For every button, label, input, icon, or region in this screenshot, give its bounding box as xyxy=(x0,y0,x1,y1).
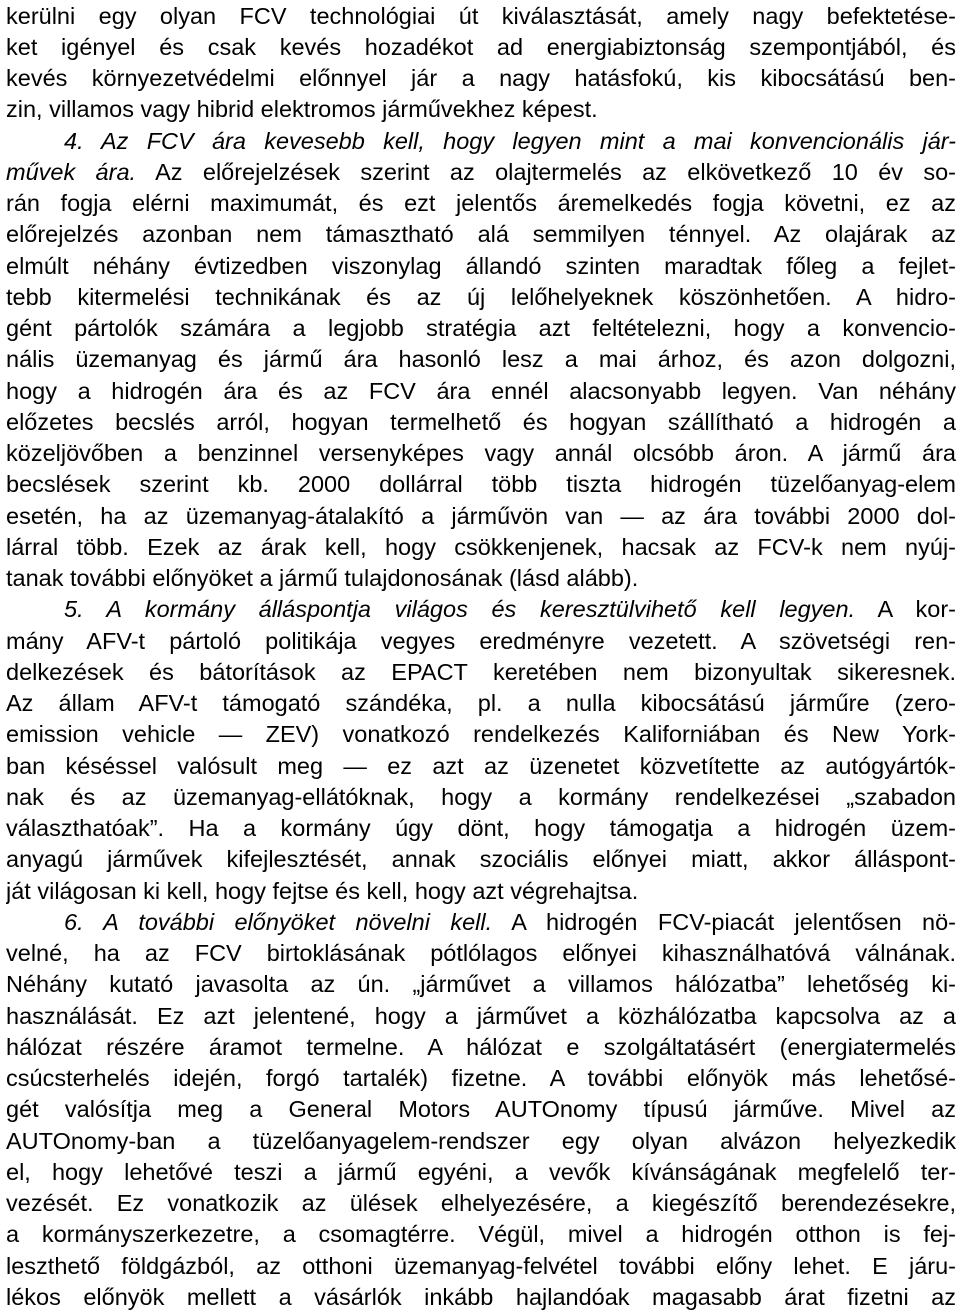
text-line xyxy=(6,688,956,719)
body-text: gént pártolók számára a legjobb stratégia azt feltételezni, hogy a konvencio- xyxy=(6,315,956,341)
text-line xyxy=(6,563,956,594)
text-line xyxy=(6,1032,956,1063)
text-line xyxy=(6,1219,956,1250)
body-text: elmúlt néhány évtizedben viszonylag állandó szinten maradtak főleg a fejlet- xyxy=(6,252,956,279)
italic-heading-text: művek ára. xyxy=(6,158,137,185)
text-line xyxy=(6,751,956,782)
text-line xyxy=(6,469,956,500)
text-line xyxy=(6,63,956,94)
body-text: zin, villamos vagy hibrid elektromos járművekhez képest. xyxy=(6,96,598,123)
body-text: csúcsterhelés idején, forgó tartalék) fizetne. A további előnyök más lehetősé- xyxy=(6,1065,956,1091)
text-line xyxy=(6,1126,956,1157)
text-line xyxy=(6,313,956,344)
italic-heading-text: 6. A további előnyöket növelni kell. xyxy=(64,908,493,935)
body-text: lárral több. Ezek az árak kell, hogy csökkenjenek, hacsak az FCV-k nem nyúj- xyxy=(6,533,956,560)
text-line xyxy=(6,1094,956,1125)
text-line xyxy=(6,657,956,688)
body-text: mány AFV-t pártoló politikája vegyes eredményre vezetett. A szövetségi ren- xyxy=(6,627,956,654)
text-line xyxy=(6,938,956,969)
body-text: ját világosan ki kell, hogy fejtse és kell, hogy azt végrehajtsa. xyxy=(6,877,639,904)
text-line xyxy=(6,501,956,532)
text-line xyxy=(6,532,956,563)
body-text: emission vehicle — ZEV) vonatkozó rendelkezés Kaliforniában és New York- xyxy=(6,721,956,748)
text-line xyxy=(6,32,956,63)
text-line xyxy=(6,1,956,32)
text-line xyxy=(6,782,956,813)
text-line xyxy=(6,1282,956,1313)
text-line xyxy=(64,126,956,157)
body-text: ket igényel és csak kevés hozadékot ad energiabiztonság szempontjából, és xyxy=(6,33,956,60)
text-line xyxy=(6,282,956,313)
body-text: leszthető földgázból, az otthoni üzemanyag-felvétel további előny lehet. E járu- xyxy=(6,1252,956,1279)
body-text: A hidrogén FCV-piacát jelentősen nö- xyxy=(492,908,956,935)
body-text: tanak további előnyöket a jármű tulajdonosának (lásd alább). xyxy=(6,565,639,591)
body-text: kevés környezetvédelmi előnnyel jár a nagy hatásfokú, kis kibocsátású ben- xyxy=(6,65,956,91)
body-text: hogy a hidrogén ára és az FCV ára ennél alacsonyabb legyen. Van néhány xyxy=(6,377,956,404)
text-line xyxy=(6,813,956,844)
body-text: Az előrejelzések szerint az olajtermelés az elkövetkező 10 év so- xyxy=(136,158,956,185)
body-text: gét valósítja meg a General Motors AUTOnomy típusú járműve. Mivel az xyxy=(6,1096,956,1123)
body-text: közeljövőben a benzinnel versenyképes vagy annál olcsóbb áron. A jármű ára xyxy=(6,440,956,466)
body-text: esetén, ha az üzemanyag-átalakító a járművön van — az ára további 2000 dol- xyxy=(6,502,956,529)
italic-heading-text: 5. A kormány álláspontja világos és keresztülvihető kell legyen. xyxy=(64,596,856,623)
text-line xyxy=(6,376,956,407)
body-text: Az állam AFV-t támogató szándéka, pl. a nulla kibocsátású járműre (zero- xyxy=(6,690,956,716)
body-text: a kormányszerkezetre, a csomagtérre. Végül, mivel a hidrogén otthon is fej- xyxy=(6,1221,956,1248)
text-line xyxy=(6,438,956,469)
body-text: előzetes becslés arról, hogyan termelhető és hogyan szállítható a hidrogén a xyxy=(6,408,956,435)
body-text: vezését. Ez vonatkozik az ülések elhelyezésére, a kiegészítő berendezésekre, xyxy=(6,1190,956,1216)
text-line xyxy=(6,344,956,375)
italic-heading-text: 4. Az FCV ára kevesebb kell, hogy legyen mint a mai konvencionális jár- xyxy=(64,127,956,154)
text-line xyxy=(6,157,956,188)
body-text: A kor- xyxy=(855,596,956,623)
body-text: Néhány kutató javasolta az ún. „járművet a villamos hálózatba” lehetőség ki- xyxy=(6,971,956,998)
text-line xyxy=(6,1188,956,1219)
body-text: lékos előnyök mellett a vásárlók inkább hajlandóak magasabb árat fizetni az xyxy=(6,1283,956,1310)
text-line xyxy=(6,626,956,657)
text-line xyxy=(64,594,956,625)
body-text: használását. Ez azt jelentené, hogy a járművet a közhálózatba kapcsolva az a xyxy=(6,1002,956,1029)
body-text: rán fogja elérni maximumát, és ezt jelentős áremelkedés fogja követni, ez az xyxy=(6,190,956,216)
body-text: nak és az üzemanyag-ellátóknak, hogy a kormány rendelkezései „szabadon xyxy=(6,783,956,810)
text-line xyxy=(6,1251,956,1282)
body-text: delkezések és bátorítások az EPACT keretében nem bizonyultak sikeresnek. xyxy=(6,658,956,685)
text-line xyxy=(6,1157,956,1188)
body-text: kerülni egy olyan FCV technológiai út kiválasztását, amely nagy befektetése- xyxy=(6,2,956,29)
text-line xyxy=(6,1001,956,1032)
body-text: ban késéssel valósult meg — ez azt az üzenetet közvetítette az autógyártók- xyxy=(6,752,956,779)
text-line xyxy=(6,969,956,1000)
body-text: hálózat részére áramot termelne. A hálózat e szolgáltatásért (energiatermelés xyxy=(6,1033,956,1060)
text-line xyxy=(6,407,956,438)
body-text: előrejelzés azonban nem támasztható alá semmilyen ténnyel. Az olajárak az xyxy=(6,221,956,248)
body-text: választhatóak”. Ha a kormány úgy dönt, hogy támogatja a hidrogén üzem- xyxy=(6,815,956,841)
body-text: velné, ha az FCV birtoklásának pótlólagos előnyei kihasználhatóvá válnának. xyxy=(6,940,956,966)
text-line xyxy=(6,1063,956,1094)
body-text: el, hogy lehetővé teszi a jármű egyéni, a vevők kívánságának megfelelő ter- xyxy=(6,1158,956,1185)
body-text: AUTOnomy-ban a tüzelőanyagelem-rendszer egy olyan alvázon helyezkedik xyxy=(6,1127,956,1154)
text-line xyxy=(6,719,956,750)
text-line xyxy=(6,251,956,282)
text-line xyxy=(6,876,956,907)
body-text: tebb kitermelési technikának és az új lelőhelyeknek köszönhetően. A hidro- xyxy=(6,283,956,310)
body-text: becslések szerint kb. 2000 dollárral több tiszta hidrogén tüzelőanyag-elem xyxy=(6,471,956,498)
text-line xyxy=(6,188,956,219)
text-line xyxy=(64,907,956,938)
text-line xyxy=(6,94,956,125)
text-line xyxy=(6,219,956,250)
body-text: anyagú járművek kifejlesztését, annak szociális előnyei miatt, akkor álláspont- xyxy=(6,846,956,873)
body-text: nális üzemanyag és jármű ára hasonló lesz a mai árhoz, és azon dolgozni, xyxy=(6,346,956,373)
text-line xyxy=(6,844,956,875)
